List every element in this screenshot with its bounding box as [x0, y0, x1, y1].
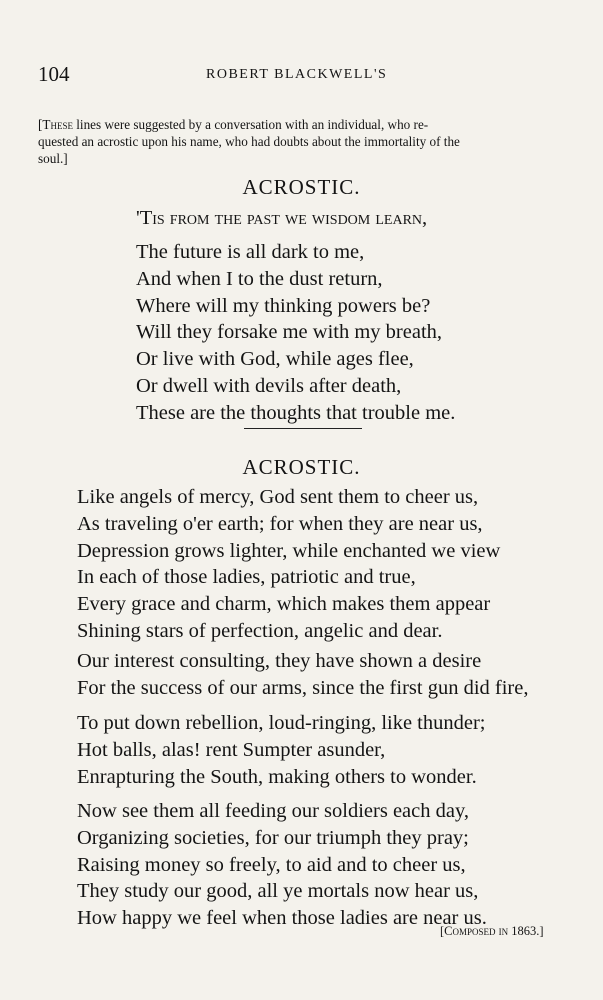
poem1-title: ACROSTIC. [242, 175, 361, 199]
running-head [38, 62, 578, 88]
poem-line: Depression grows lighter, while enchanted we view [77, 539, 501, 562]
poem-line: Where will my thinking powers be? [136, 294, 431, 317]
note-line [38, 116, 572, 133]
poem-line: As traveling o'er earth; for when they are near us, [77, 512, 483, 535]
poem-line: Shining stars of perfection, angelic and dear. [77, 619, 443, 642]
poem-line: Or live with God, while ages flee, [136, 348, 414, 371]
poem-line: These are the thoughts that trouble me. [136, 401, 456, 424]
poem-line: They study our good, all ye mortals now hear us, [77, 880, 479, 903]
poem-line: And when I to the dust return, [136, 267, 383, 290]
poem-line: Now see them all feeding our soldiers each day, [77, 800, 470, 822]
poem-line: Raising money so freely, to aid and to cheer us, [77, 853, 466, 876]
poem2-stanza-4 [77, 798, 487, 932]
composition-dateline: [Composed in 1863.] [440, 924, 544, 938]
note-line [38, 150, 572, 167]
note-line-text: quested an acrostic upon his name, who had doubts about the immortality of the [38, 134, 460, 149]
poem1-stanza-1 [136, 205, 427, 232]
poem-line: Will they forsake me with my breath, [136, 321, 443, 344]
poem-line: Organizing societies, for our triumph they pray; [77, 826, 469, 849]
poem-line: Or dwell with devils after death, [136, 374, 402, 397]
note-line-text: soul.] [38, 151, 68, 166]
poem-line: Enrapturing the South, making others to wonder. [77, 765, 477, 788]
running-title: ROBERT BLACKWELL'S [206, 67, 388, 82]
poem-line: How happy we feel when those ladies are near us. [77, 907, 487, 930]
poem-line: For the success of our arms, since the first gun did fire, [77, 676, 529, 699]
note-line-text: lines were suggested by a conversation with an individual, who re- [72, 117, 429, 132]
poem-line: Like angels of mercy, God sent them to cheer us, [77, 486, 479, 508]
poem-line: Our interest consulting, they have shown a desire [77, 650, 482, 672]
poem2-stanza-1 [77, 484, 500, 645]
poem-line: Hot balls, alas! rent Sumpter asunder, [77, 738, 386, 761]
poem2-stanza-2 [77, 648, 528, 702]
editorial-note [38, 116, 572, 167]
poem2-title: ACROSTIC. [242, 455, 361, 479]
note-line [38, 133, 572, 150]
note-lead-word: [These [38, 117, 73, 132]
poem1-stanza-2 [136, 239, 455, 427]
section-divider [244, 428, 362, 429]
poem-line: In each of those ladies, patriotic and true, [77, 566, 416, 589]
poem-line: Every grace and charm, which makes them appear [77, 593, 491, 616]
poem-line: The future is all dark to me, [136, 241, 365, 263]
poem-line: 'Tis from the past we wisdom learn, [136, 207, 428, 229]
page-number: 104 [38, 62, 70, 86]
poem2-stanza-3 [77, 710, 486, 790]
poem-line: To put down rebellion, loud-ringing, like thunder; [77, 712, 486, 734]
